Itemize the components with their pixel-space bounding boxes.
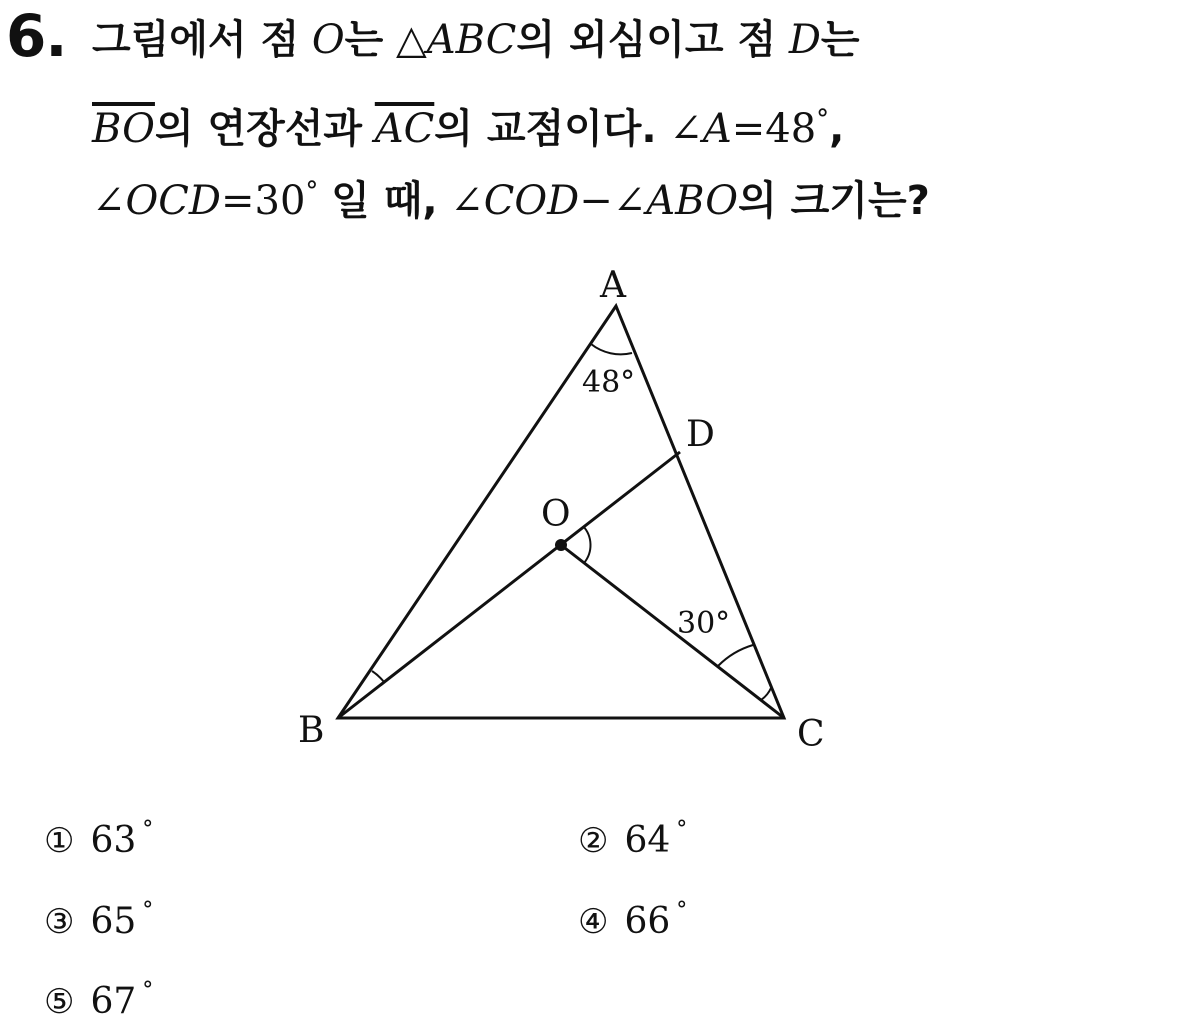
text: 일 때, xyxy=(331,178,438,224)
choice-4[interactable] xyxy=(578,891,687,942)
degree: ° xyxy=(305,177,319,207)
segment-ac: $\overline{AC}$ xyxy=(374,106,435,152)
label-b: B xyxy=(298,710,325,751)
text: 의 교점이다. xyxy=(434,106,657,152)
choice-2[interactable] xyxy=(578,810,687,861)
angle-arc-cod xyxy=(583,526,590,563)
question-number: 6. xyxy=(6,2,67,70)
text: 그림에서 점 xyxy=(92,17,300,63)
text: 의 외심이고 점 xyxy=(516,17,777,63)
point-d: D xyxy=(788,17,821,63)
choice-mark: ① xyxy=(44,821,75,861)
degree: ° xyxy=(676,817,688,842)
angle-ocd: ∠OCD xyxy=(92,178,221,224)
text: 는 xyxy=(344,17,384,63)
point-o-dot xyxy=(555,539,567,551)
degree: ° xyxy=(142,817,154,842)
angle-label-ocd: 30° xyxy=(677,606,731,641)
angle-label-a: 48° xyxy=(582,365,636,400)
choice-1[interactable] xyxy=(44,810,153,861)
label-o: O xyxy=(541,494,571,535)
angle-cod: ∠COD xyxy=(450,178,580,224)
text: 의 크기는? xyxy=(738,178,930,224)
equals: = xyxy=(220,178,255,224)
angle-arc-ocd xyxy=(718,645,753,666)
choice-3[interactable] xyxy=(44,891,153,942)
minus: − xyxy=(579,178,613,224)
angle-arc-a xyxy=(591,344,632,354)
comma: , xyxy=(829,106,845,152)
angle-arc-abo xyxy=(372,671,384,682)
degree: ° xyxy=(142,898,154,923)
choice-value: 64 xyxy=(624,820,671,861)
degree: ° xyxy=(816,105,830,135)
line-bd xyxy=(338,452,680,718)
segment-bo: $\overline{BO}$ xyxy=(92,106,155,152)
angle-abo: ∠ABO xyxy=(612,178,739,224)
value: 30 xyxy=(254,178,306,224)
choice-5[interactable] xyxy=(44,971,153,1022)
label-a: A xyxy=(600,265,626,306)
triangle-abc: △ABC xyxy=(396,17,517,63)
choice-value: 63 xyxy=(90,820,137,861)
point-o: O xyxy=(311,17,345,63)
choice-value: 65 xyxy=(90,901,137,942)
value: 48 xyxy=(765,106,817,152)
angle-arc-c-small xyxy=(761,688,771,700)
choice-value: 67 xyxy=(90,981,137,1022)
choice-mark: ③ xyxy=(44,902,75,942)
text: 는 xyxy=(820,17,860,63)
line-oc xyxy=(561,545,784,718)
text: 의 연장선과 xyxy=(154,106,363,152)
angle-a: ∠A xyxy=(669,106,732,152)
choice-mark: ② xyxy=(578,821,609,861)
choice-mark: ⑤ xyxy=(44,982,75,1022)
choice-mark: ④ xyxy=(578,902,609,942)
label-c: C xyxy=(797,714,825,755)
degree: ° xyxy=(142,978,154,1003)
choice-value: 66 xyxy=(624,901,671,942)
label-d: D xyxy=(686,414,715,455)
equals: = xyxy=(731,106,766,152)
degree: ° xyxy=(676,898,688,923)
